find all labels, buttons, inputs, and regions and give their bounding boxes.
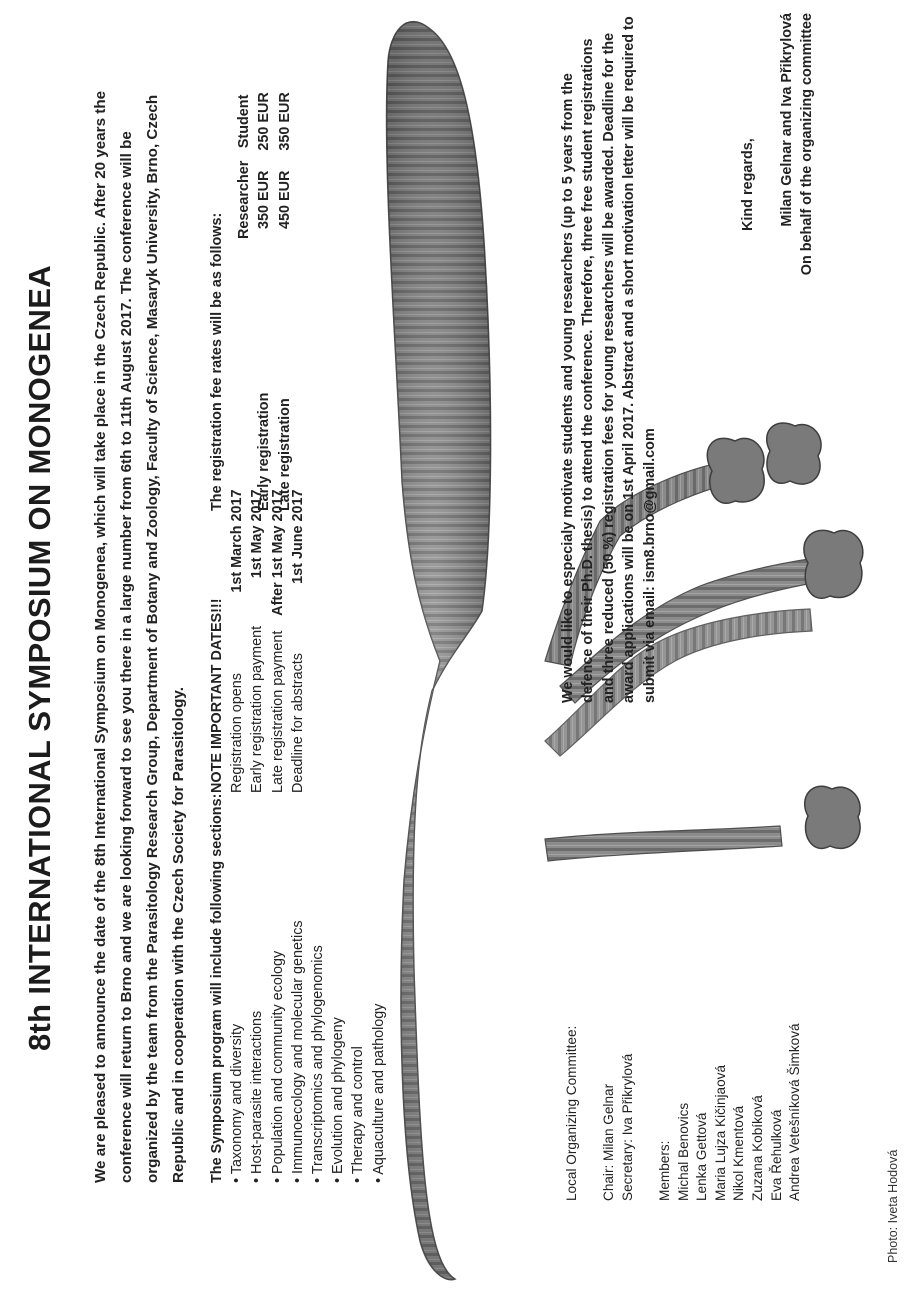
page-title: 8th INTERNATIONAL SYMPOSIUM ON MONOGENEA (22, 265, 57, 1051)
list-item: Lenka Gettová (694, 1112, 710, 1201)
date-label: Deadline for abstracts (289, 653, 306, 793)
dates-heading: NOTE IMPORTANT DATES!!! (209, 598, 225, 793)
list-item: • Transcriptomics and phylogenomics (308, 794, 328, 1183)
committee-secretary: Secretary: Iva Přikrylová (619, 1053, 635, 1201)
intro-paragraph: We are pleased to announce the date of the 8th International Symposium on Monogenea, which will take place in the Czech Republic. After 20 years the conference will return to Brno and we are looking forward to see you there in a large number from 6th to 11th August 2017. The conference will be organized by the team from the Parasitology Research Group, Department of Botany and Zoology, Faculty of Science, Masaryk University, Brno, Czech Republic and in cooperation with the Czech Society for Parasitology. (92, 90, 187, 1183)
date-value: After 1st May 2017 (269, 489, 286, 616)
date-value: 1st May 2017 (249, 489, 266, 579)
program-heading: The Symposium program will include following sections: (209, 793, 225, 1183)
list-item: • Evolution and phylogeny (328, 794, 348, 1183)
organizing-committee (563, 1023, 805, 1201)
photo-credit: Photo: Iveta Hodová (886, 1149, 900, 1263)
date-label: Early registration payment (249, 625, 266, 793)
signoff-behalf: On behalf of the organizing committee (799, 13, 815, 276)
members-label: Members: (656, 1140, 672, 1201)
program-sections (207, 794, 389, 1183)
table-row (227, 489, 247, 793)
list-item: Maria Lujza Kičinjaová (712, 1064, 728, 1201)
fee-label: Late registration (276, 398, 293, 511)
list-item: • Host-parasite interactions (247, 794, 267, 1183)
list-item: Zuzana Kobíková (749, 1095, 765, 1201)
program-list (227, 794, 389, 1183)
date-value: 1st March 2017 (229, 489, 246, 593)
fee-label: Early registration (256, 392, 273, 511)
list-item: • Therapy and control (348, 794, 368, 1183)
table-row (288, 489, 308, 793)
list-item: • Immunoecology and molecular genetics (288, 794, 308, 1183)
fee-researcher: 350 EUR (256, 170, 273, 229)
dates-table (227, 489, 308, 793)
list-item: • Population and community ecology (268, 794, 288, 1183)
fees-table (234, 92, 295, 511)
list-item: • Aquaculture and pathology (369, 794, 389, 1183)
award-paragraph: We would like to especialy motivate students and young researchers (up to 5 years from the defence of their Ph.D. thesis) to attend the conference. Therefore, three free student registrations and three reduced (50 %) registration fees for young researchers will be awarded. Deadline for the award applications will be on 1st April 2017. Abstract and a short motivation letter will be required to submit via email: ism8.brno@gmail.com (560, 16, 658, 703)
list-item: Eva Řehulková (768, 1109, 784, 1201)
kind-regards: Kind regards, (740, 138, 756, 231)
list-item: • Taxonomy and diversity (227, 794, 247, 1183)
col-student: Student (236, 94, 253, 149)
table-row (275, 92, 295, 511)
committee-chair: Chair: Milan Gelnar (601, 1083, 617, 1201)
table-row (234, 92, 254, 511)
important-dates (207, 489, 308, 793)
col-researcher: Researcher (236, 160, 253, 239)
table-row (254, 92, 274, 511)
fee-student: 250 EUR (256, 92, 273, 151)
date-label: Late registration payment (269, 630, 286, 793)
signoff-names: Milan Gelnar and Iva Přikrylová (779, 13, 795, 227)
fee-student: 350 EUR (276, 92, 293, 151)
signoff (777, 13, 817, 313)
list-item: Andrea Vetešníková Šimková (787, 1023, 803, 1201)
fees-heading: The registration fee rates will be as follows: (209, 212, 225, 511)
date-value: 1st June 2017 (289, 489, 306, 584)
fee-researcher: 450 EUR (276, 170, 293, 229)
committee-heading: Local Organizing Committee: (564, 1025, 579, 1201)
table-row (247, 489, 267, 793)
table-row (268, 489, 288, 793)
date-label: Registration opens (229, 673, 246, 793)
list-item: Nikol Kmentová (731, 1105, 747, 1201)
registration-fees (207, 92, 295, 511)
list-item: Michal Benovics (675, 1102, 691, 1201)
